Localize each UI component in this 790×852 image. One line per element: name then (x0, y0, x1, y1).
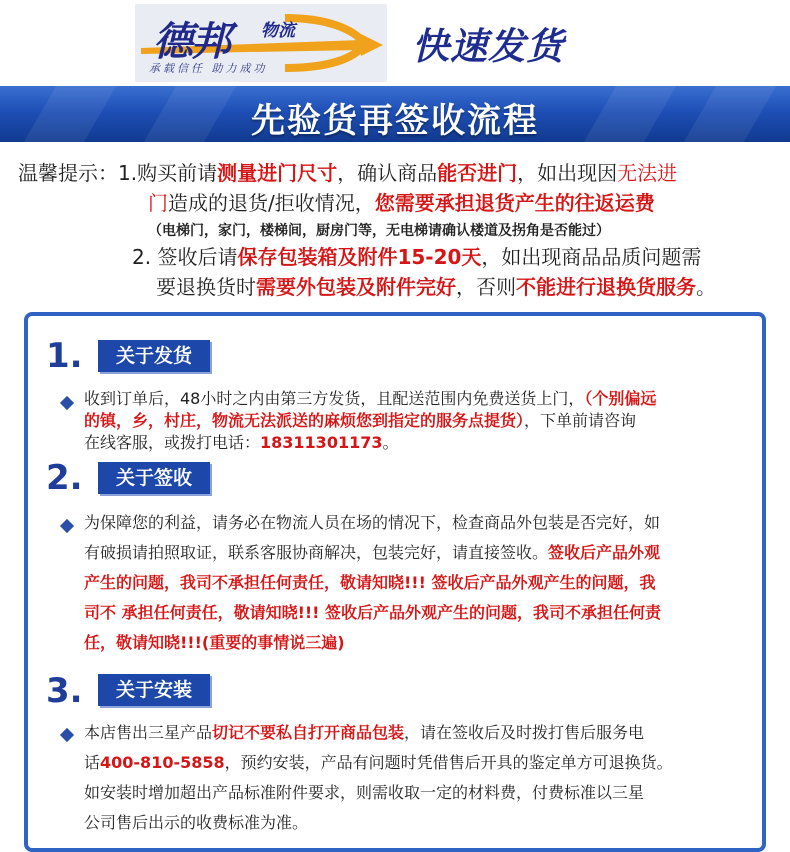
section-number: 1. (46, 336, 83, 376)
section-number: 3. (46, 671, 83, 711)
deppon-logo (135, 4, 387, 82)
notice-text: ，否则 (456, 275, 516, 299)
notice-highlight: 您需要承担退货产生的往返运费 (374, 191, 655, 215)
notice-highlight: 需要外包装及附件完好 (256, 275, 456, 299)
notice-highlight: 测量进门尺寸 (217, 161, 338, 185)
diamond-bullet-icon (60, 396, 74, 410)
section-tag-shipping: 关于发货 (98, 340, 210, 372)
section-tag-installation: 关于安装 (98, 674, 210, 706)
notice-line-1 (18, 158, 677, 188)
notice-text: 2. 签收后请 (132, 245, 238, 269)
slogan: 快速发货 (412, 25, 564, 68)
section-tag-signing: 关于签收 (98, 462, 210, 494)
notice-text: 造成的退货/拒收情况， (168, 191, 375, 215)
signing-line-1: 为保障您的利益，请务必在物流人员在场的情况下，检查商品外包装是否完好，如 (84, 513, 661, 532)
service-hotline: 400-810-5858 (100, 753, 225, 772)
notice-highlight: 无法进 (617, 161, 678, 185)
signing-line-4: 司不 承担任何责任，敬请知晓!!! 签收后产品外观产生的问题，我司不承担任何责 (84, 603, 662, 622)
logo-brand-text: 德邦 (153, 19, 229, 65)
phone-number: 18311301173 (260, 433, 383, 452)
shipping-line-1: 收到订单后，48小时之内由第三方发货，且配送范围内免费送货上门，（个别偏远 (84, 389, 657, 408)
header (0, 0, 790, 86)
shipping-line-2: 的镇，乡，村庄，物流无法派送的麻烦您到指定的服务点提货），下单前请咨询 (84, 411, 637, 430)
section-number: 2. (46, 458, 83, 498)
signing-line-2: 有破损请拍照取证，联系客服协商解决，包装完好，请直接签收。签收后产品外观 (84, 543, 661, 562)
notice-block (0, 150, 790, 305)
signing-text (84, 508, 764, 658)
shipping-line-3: 在线客服，或拨打电话：18311301173。 (84, 433, 399, 452)
title-banner (0, 86, 790, 142)
installation-text (84, 718, 764, 838)
installation-line-1: 本店售出三星产品切记不要私自打开商品包装，请在签收后及时拨打售后服务电 (84, 723, 645, 742)
notice-highlight: 不能进行退换货服务 (516, 275, 696, 299)
info-panel (24, 312, 766, 852)
notice-text: 。 (696, 275, 716, 299)
notice-text: 温馨提示：1.购买前请 (18, 161, 218, 185)
notice-text: ，如出现商品品质问题需 (481, 245, 702, 269)
notice-door-note: （电梯门，家门，楼梯间，厨房门等，无电梯请确认楼道及拐角是否能过） (148, 223, 610, 239)
notice-text: ，确认商品 (337, 161, 438, 185)
diamond-bullet-icon (60, 728, 74, 742)
diamond-bullet-icon (60, 519, 74, 533)
signing-line-5: 任，敬请知晓!!!(重要的事情说三遍) (84, 633, 345, 652)
notice-text: ，如出现因 (517, 161, 618, 185)
banner-title: 先验货再签收流程 (251, 101, 539, 141)
installation-line-2: 话400-810-5858，预约安装，产品有问题时凭借售后开具的鉴定单方可退换货。 (84, 753, 673, 772)
notice-highlight: 门 (148, 191, 168, 215)
logo-tagline: 承载信任 助力成功 (149, 62, 268, 75)
installation-line-3: 如安装时增加超出产品标准附件要求，则需收取一定的材料费，付费标准以三星 (84, 783, 645, 802)
notice-line-4 (132, 242, 701, 272)
shipping-text (84, 388, 764, 454)
notice-line-2 (148, 188, 655, 218)
logo-logistics-text: 物流 (261, 21, 295, 41)
notice-line-5 (156, 272, 716, 302)
installation-line-4: 公司售后出示的收费标准为准。 (84, 813, 309, 832)
signing-line-3: 产生的问题，我司不承担任何责任，敬请知晓!!! 签收后产品外观产生的问题，我 (84, 573, 656, 592)
notice-text: 要退换货时 (156, 275, 256, 299)
notice-highlight: 保存包装箱及附件15-20天 (237, 245, 482, 269)
notice-highlight: 能否进门 (437, 161, 518, 185)
